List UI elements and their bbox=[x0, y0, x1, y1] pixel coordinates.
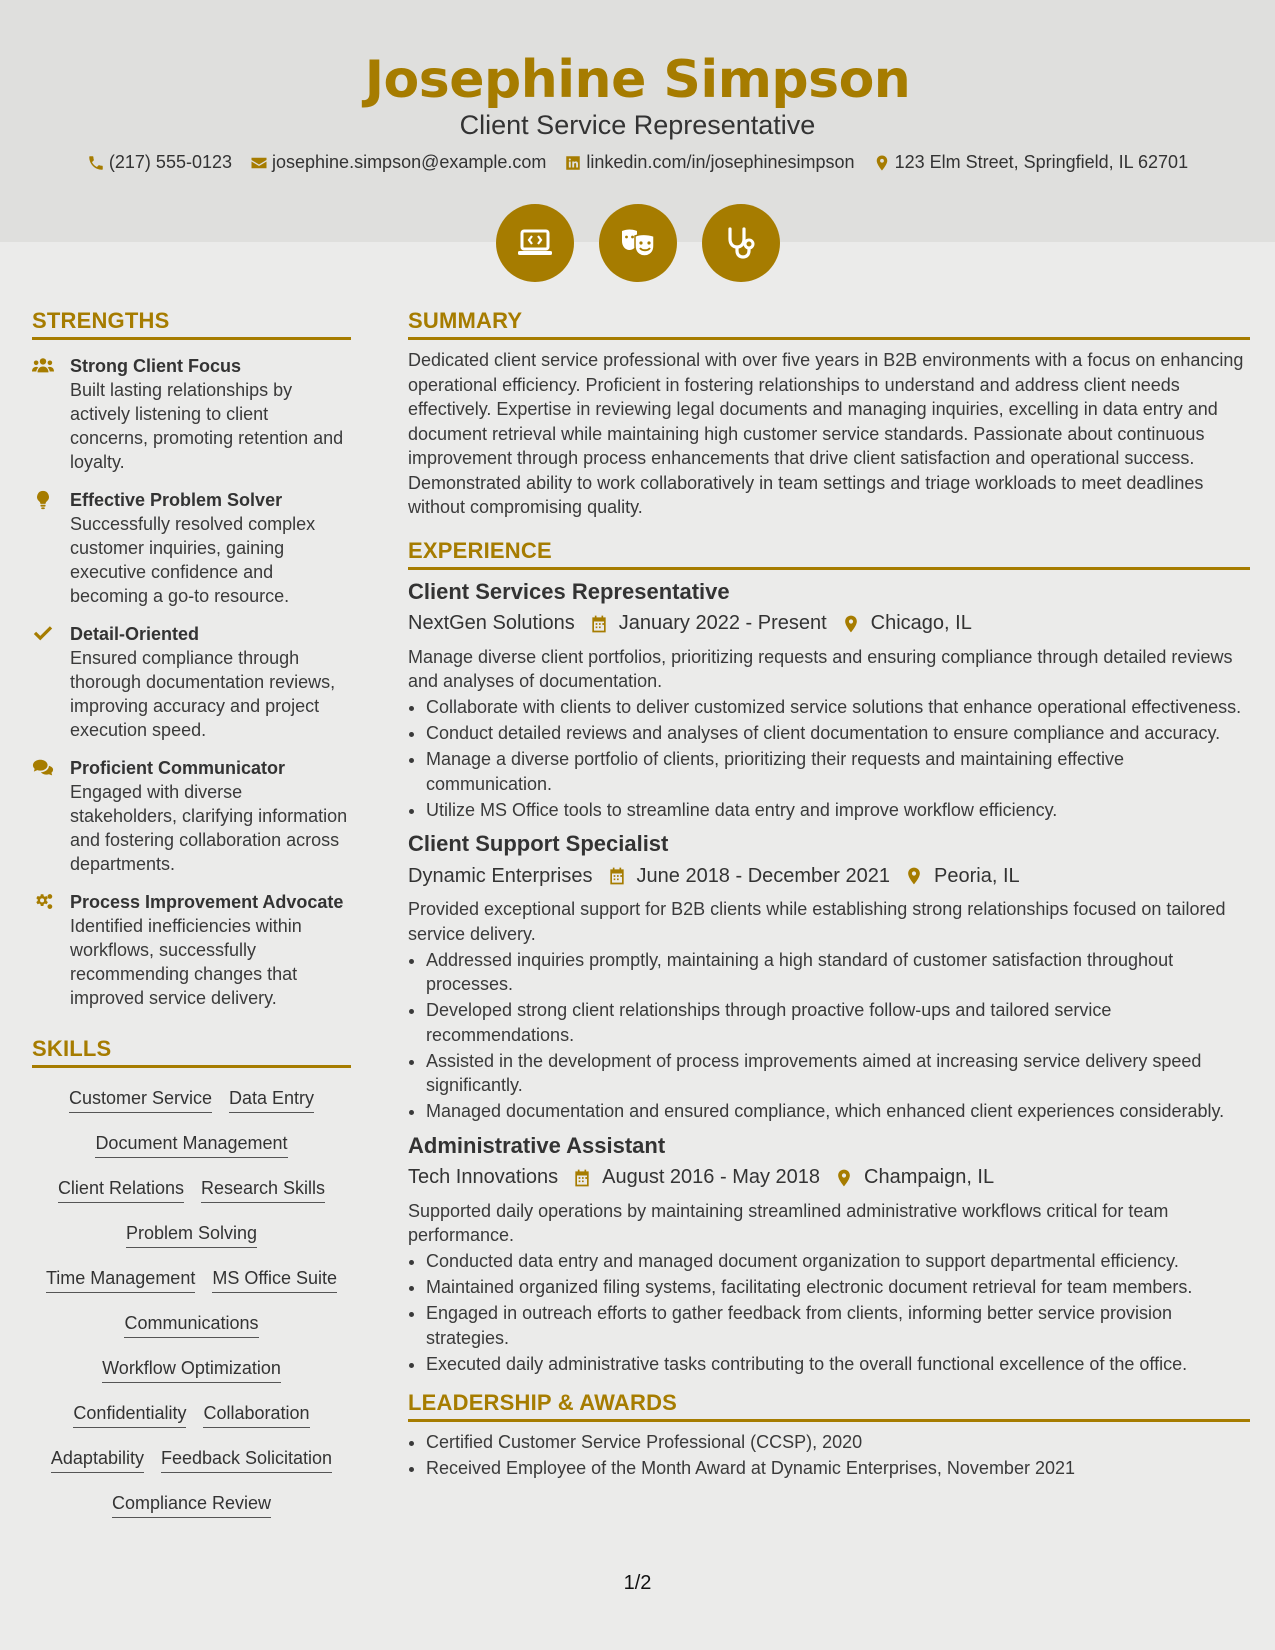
skill-row bbox=[32, 1346, 351, 1391]
map-marker-icon bbox=[841, 614, 861, 634]
skills-heading: SKILLS bbox=[32, 1036, 351, 1068]
experience-list bbox=[408, 578, 1250, 1377]
skill-tag: Data Entry bbox=[229, 1088, 314, 1113]
contact-email[interactable] bbox=[250, 152, 546, 173]
award-item: • Certified Customer Service Professional (CCSP), 2020 bbox=[426, 1430, 1250, 1455]
skill-tag: Feedback Solicitation bbox=[161, 1448, 332, 1473]
job-bullet: • Conducted data entry and managed document organization to support departmental efficiency. bbox=[426, 1249, 1250, 1274]
skill-tag: MS Office Suite bbox=[212, 1268, 337, 1293]
summary-heading: SUMMARY bbox=[408, 308, 1250, 340]
job-bullet: • Manage a diverse portfolio of clients, prioritizing their requests and maintaining effective communication. bbox=[426, 747, 1250, 796]
laptop-code-icon bbox=[515, 223, 555, 263]
left-column bbox=[32, 308, 351, 1526]
map-marker-icon bbox=[904, 866, 924, 886]
skill-tag: Adaptability bbox=[51, 1448, 144, 1473]
skill-tag: Collaboration bbox=[203, 1403, 309, 1428]
job-entry bbox=[408, 830, 1250, 1124]
strength-title: Effective Problem Solver bbox=[70, 490, 283, 510]
job-bullet: • Assisted in the development of process improvements aimed at increasing service delivery speed significantly. bbox=[426, 1049, 1250, 1098]
job-location: Champaign, IL bbox=[864, 1166, 995, 1188]
strength-title: Process Improvement Advocate bbox=[70, 892, 344, 912]
strength-desc: Ensured compliance through thorough documentation reviews, improving accuracy and project execution speed. bbox=[70, 648, 336, 740]
comments-icon bbox=[32, 758, 54, 778]
strength-desc: Successfully resolved complex customer inquiries, gaining executive confidence and becoming a go-to resource. bbox=[70, 514, 316, 606]
job-company: Dynamic Enterprises bbox=[408, 864, 593, 887]
cogs-icon bbox=[32, 892, 54, 912]
job-company: Tech Innovations bbox=[408, 1166, 559, 1188]
strengths-heading: STRENGTHS bbox=[32, 308, 351, 340]
job-bullets bbox=[408, 695, 1250, 822]
stethoscope-badge bbox=[702, 204, 780, 282]
job-bullet: • Engaged in outreach efforts to gather feedback from clients, informing better service provision strategies. bbox=[426, 1301, 1250, 1350]
right-column bbox=[408, 308, 1250, 1481]
contact-phone[interactable] bbox=[87, 152, 232, 173]
experience-heading: EXPERIENCE bbox=[408, 538, 1250, 570]
job-dates: August 2016 - May 2018 bbox=[602, 1166, 821, 1188]
contact-address bbox=[873, 152, 1189, 173]
job-bullets bbox=[408, 1249, 1250, 1376]
skill-tag: Document Management bbox=[95, 1133, 287, 1158]
job-location: Peoria, IL bbox=[934, 864, 1020, 887]
skill-tag: Client Relations bbox=[58, 1178, 184, 1203]
phone-text: (217) 555-0123 bbox=[108, 152, 232, 172]
skill-row bbox=[32, 1076, 351, 1121]
header bbox=[0, 0, 1275, 242]
strength-desc: Identified inefficiencies within workflows, successfully recommending changes that improved service delivery. bbox=[70, 916, 302, 1008]
job-bullet: • Executed daily administrative tasks contributing to the overall functional excellence of the office. bbox=[426, 1352, 1250, 1377]
theater-masks-icon bbox=[618, 223, 658, 263]
strength-desc: Built lasting relationships by actively listening to client concerns, promoting retention and loyalty. bbox=[70, 380, 344, 472]
job-bullet: • Addressed inquiries promptly, maintaining a high standard of customer satisfaction throughout processes. bbox=[426, 948, 1250, 997]
check-icon bbox=[32, 624, 54, 644]
skill-tag: Time Management bbox=[46, 1268, 195, 1293]
email-text: josephine.simpson@example.com bbox=[272, 152, 547, 172]
skill-tag: Workflow Optimization bbox=[102, 1358, 281, 1383]
job-bullet: • Conduct detailed reviews and analyses of client documentation to ensure compliance and accuracy. bbox=[426, 721, 1250, 746]
job-bullet: • Developed strong client relationships through proactive follow-ups and tailored service recommendations. bbox=[426, 998, 1250, 1047]
strength-title: Strong Client Focus bbox=[70, 356, 241, 376]
award-item: • Received Employee of the Month Award at Dynamic Enterprises, November 2021 bbox=[426, 1456, 1250, 1481]
job-location: Chicago, IL bbox=[870, 612, 972, 634]
skills-list bbox=[32, 1076, 351, 1526]
job-company: NextGen Solutions bbox=[408, 612, 575, 634]
job-bullet: • Managed documentation and ensured compliance, which enhanced client experiences considerably. bbox=[426, 1099, 1250, 1124]
map-marker-icon bbox=[834, 1168, 854, 1188]
job-title: Client Support Specialist bbox=[408, 831, 669, 856]
job-dates: June 2018 - December 2021 bbox=[636, 864, 891, 887]
skill-row bbox=[32, 1256, 351, 1301]
phone-icon bbox=[87, 154, 105, 172]
job-description: Supported daily operations by maintaining streamlined administrative workflows critical for team performance. bbox=[408, 1200, 1169, 1245]
laptop-code-badge bbox=[496, 204, 574, 282]
skill-tag: Confidentiality bbox=[73, 1403, 186, 1428]
skill-row bbox=[32, 1481, 351, 1526]
job-meta bbox=[408, 861, 1250, 891]
contact-bar bbox=[0, 152, 1275, 173]
strength-title: Proficient Communicator bbox=[70, 758, 286, 778]
job-bullets bbox=[408, 948, 1250, 1124]
job-bullet: • Maintained organized filing systems, facilitating electronic document retrieval for team members. bbox=[426, 1275, 1250, 1300]
skill-row bbox=[32, 1391, 351, 1436]
job-bullet: • Utilize MS Office tools to streamline data entry and improve workflow efficiency. bbox=[426, 798, 1250, 823]
strength-item bbox=[32, 890, 351, 1010]
theater-masks-badge bbox=[599, 204, 677, 282]
skill-tag: Communications bbox=[124, 1313, 258, 1338]
skill-row bbox=[32, 1301, 351, 1346]
linkedin-icon bbox=[564, 154, 582, 172]
page-number: 1/2 bbox=[623, 1572, 652, 1594]
skill-tag: Research Skills bbox=[201, 1178, 325, 1203]
job-entry bbox=[408, 578, 1250, 823]
job-description: Manage diverse client portfolios, prioritizing requests and ensuring compliance through detailed reviews and analyses of documentation. bbox=[408, 646, 1233, 691]
candidate-name: Josephine Simpson bbox=[364, 50, 911, 110]
awards-list bbox=[408, 1430, 1250, 1481]
skill-tag: Problem Solving bbox=[126, 1223, 257, 1248]
job-title: Administrative Assistant bbox=[408, 1132, 666, 1158]
calendar-icon bbox=[607, 866, 627, 886]
map-marker-icon bbox=[873, 154, 891, 172]
job-title: Client Services Representative bbox=[408, 578, 730, 604]
calendar-icon bbox=[589, 614, 609, 634]
job-meta bbox=[408, 1163, 1250, 1193]
strength-item bbox=[32, 622, 351, 742]
skill-tag: Customer Service bbox=[69, 1088, 212, 1113]
candidate-role: Client Service Representative bbox=[459, 110, 816, 140]
job-description: Provided exceptional support for B2B clients while establishing strong relationships focused on tailored service delivery. bbox=[408, 899, 1226, 944]
address-text: 123 Elm Street, Springfield, IL 62701 bbox=[894, 152, 1189, 172]
strength-item bbox=[32, 354, 351, 474]
skill-row bbox=[32, 1211, 351, 1256]
contact-linkedin[interactable] bbox=[564, 152, 854, 173]
linkedin-text: linkedin.com/in/josephinesimpson bbox=[586, 152, 855, 172]
job-bullet: • Collaborate with clients to deliver customized service solutions that enhance operational effectiveness. bbox=[426, 695, 1250, 720]
skill-tag: Compliance Review bbox=[112, 1493, 271, 1518]
calendar-icon bbox=[572, 1168, 592, 1188]
skill-row bbox=[32, 1121, 351, 1166]
summary-text: Dedicated client service professional with over five years in B2B environments with a focus on enhancing operational efficiency. Proficient in fostering relationships to understand and address client needs effectively. Expertise in reviewing legal documents and managing inquiries, excelling in data entry and document retrieval while maintaining high customer service standards. Passionate about continuous improvement through process enhancements that drive client satisfaction and operational success. Demonstrated ability to work collaboratively in team settings and triage workloads to meet deadlines without compromising quality. bbox=[408, 350, 1244, 517]
envelope-icon bbox=[250, 154, 268, 172]
job-dates: January 2022 - Present bbox=[618, 612, 827, 634]
skill-row bbox=[32, 1166, 351, 1211]
stethoscope-icon bbox=[721, 223, 761, 263]
skill-row bbox=[32, 1436, 351, 1481]
strength-title: Detail-Oriented bbox=[70, 624, 200, 644]
awards-heading: LEADERSHIP & AWARDS bbox=[408, 1390, 1250, 1422]
job-meta bbox=[408, 609, 1250, 639]
strength-desc: Engaged with diverse stakeholders, clarifying information and fostering collaboration across departments. bbox=[70, 782, 348, 874]
job-entry bbox=[408, 1132, 1250, 1377]
strength-item bbox=[32, 756, 351, 876]
lightbulb-icon bbox=[32, 490, 54, 510]
users-icon bbox=[32, 356, 54, 376]
interest-icons bbox=[0, 204, 1275, 282]
strength-item bbox=[32, 488, 351, 608]
